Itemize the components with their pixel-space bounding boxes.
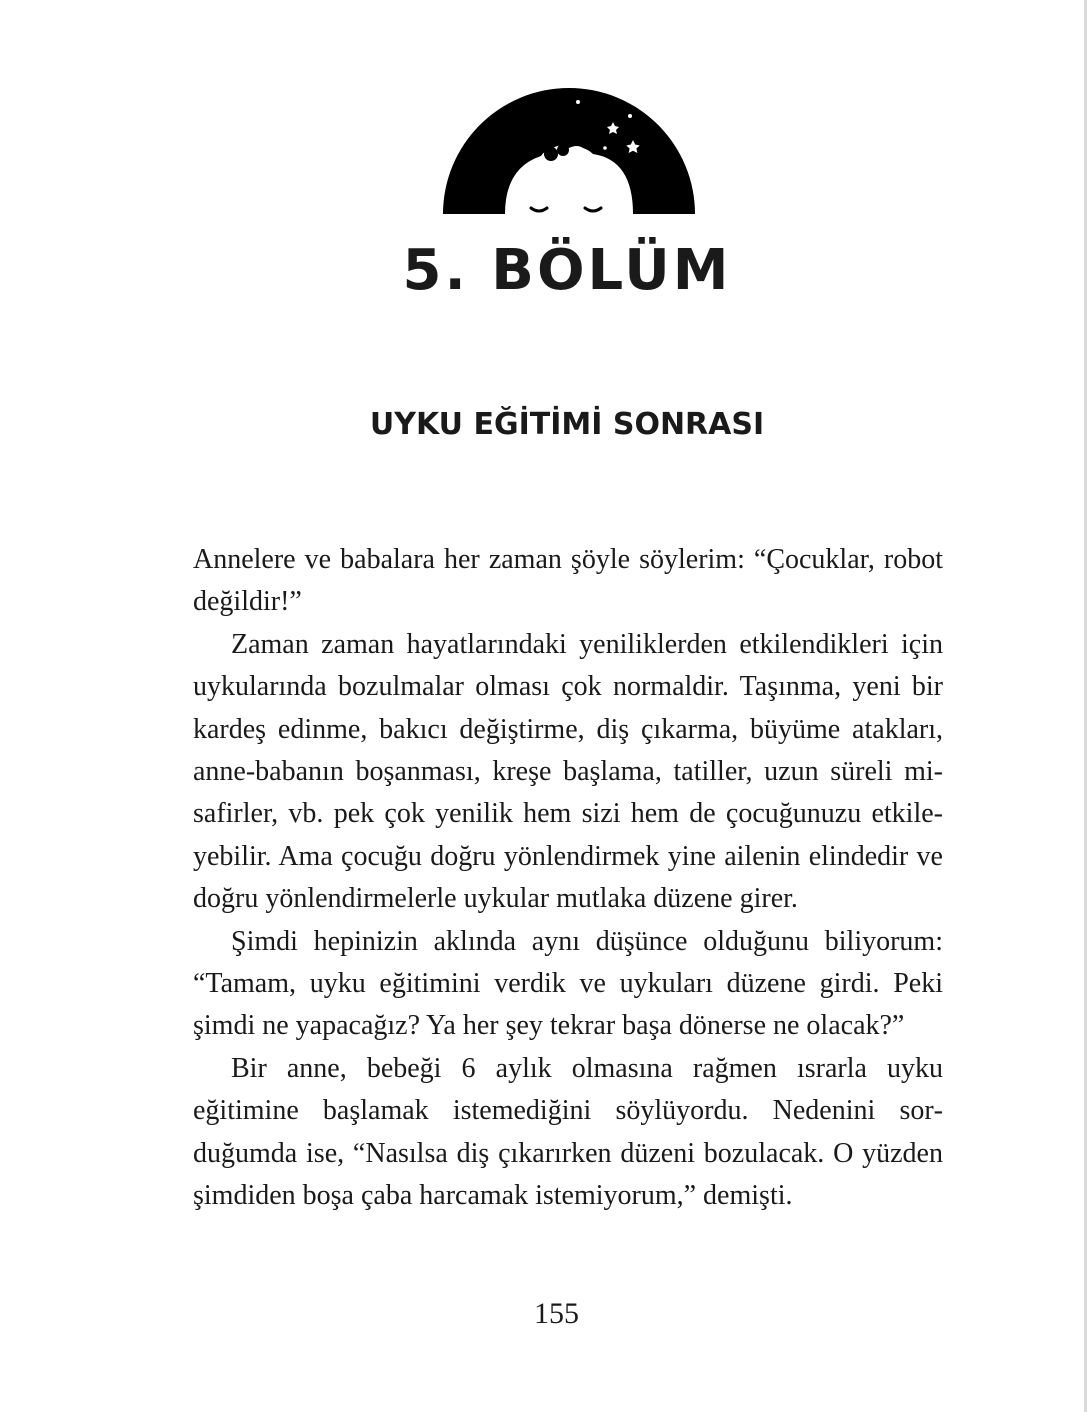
chapter-title: 5. BÖLÜM [402, 238, 732, 303]
sleeping-child-emblem-icon [443, 88, 695, 214]
right-closed-eye [585, 208, 601, 211]
paragraph-3: Şimdi hepinizin aklında aynı düşünce olduğunu biliyorum: “Tamam, uyku eğitimini verdik ve uykuları düzene girdi. Peki şimdi ne yapacağız? Ya her şey tekrar başa dönerse ne olacak?” [193, 925, 943, 1042]
left-closed-eye [531, 208, 547, 211]
paragraph-4: Bir anne, bebeği 6 aylık olmasına rağmen ısrarla uyku eğitimine başlamak istemediğini söylüyordu. Nedenini sorduğumda ise, “Nasılsa diş çıkarırken düzeni bozulacak. O yüzden şimdiden boşa çaba harcamak istemiyorum,” demişti. [193, 1052, 943, 1212]
body-text [193, 539, 943, 1218]
page-number: 155 [534, 1297, 579, 1330]
section-title: UYKU EĞİTİMİ SONRASI [369, 407, 765, 442]
paragraph-1: Annelere ve babalara her zaman şöyle söylerim: “Çocuklar, robot değildir!” [193, 544, 943, 618]
paragraph-2: Zaman zaman hayatlarındaki yeniliklerden etkilendikleri için uykularında bozulmalar olması çok normaldir. Taşınma, yeni bir kardeş edinme, bakıcı değiştirme, diş çıkarma, büyüme atakları, anne-babanın boşanması, kreşe başlama, tatiller, uzun süreli misafirler, vb. pek çok yenilik hem sizi hem de çocuğunuzu etkileyebilir. Ama çocuğu doğru yönlendirmek yine ailenin elindedir ve doğru yönlendirmelerle uykular mutlaka düzene girer. [193, 628, 943, 915]
night-arch [443, 88, 695, 214]
